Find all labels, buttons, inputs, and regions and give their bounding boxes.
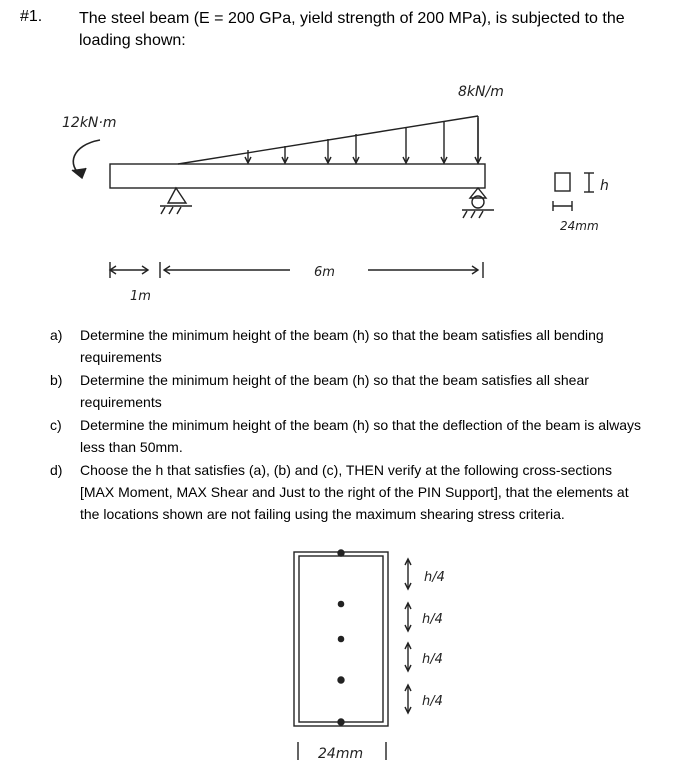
question-letter: d) [50,462,63,478]
question-a [50,324,650,368]
question-d [50,459,650,525]
element-point-3 [338,677,344,683]
section-h-label: h [600,178,609,194]
spacing-label: h/4 [422,694,443,709]
question-text: Determine the minimum height of the beam (h) so that the beam satisfies all shear requirements [80,372,589,410]
question-letter: b) [50,372,63,388]
problem-number: #1. [20,8,43,25]
left-span-label: 1m [130,289,151,304]
beam [110,164,485,188]
dimension-lines [110,262,483,278]
load-label: 8kN/m [458,84,504,100]
question-text: Choose the h that satisfies (a), (b) and (c), THEN verify at the following cross-sections [MAX Moment, MAX Shear and Just to the right of the PIN Support], that the elements at the locations shown are not failing using the maximum shearing stress criteria. [80,462,629,522]
main-span-label: 6m [314,265,335,280]
question-list [50,324,650,526]
element-point-2 [338,636,343,641]
beam-diagram [0,0,673,320]
spacing-label: h/4 [424,570,445,585]
pin-support [160,188,192,214]
roller-support [462,188,494,218]
question-letter: c) [50,417,62,433]
element-point-1 [338,601,343,606]
question-text: Determine the minimum height of the beam (h) so that the deflection of the beam is always less than 50mm. [80,417,642,455]
spacing-arrows [405,559,411,713]
question-b [50,369,650,413]
section-width-label: 24mm [560,219,599,233]
problem-statement: The steel beam (E = 200 GPa, yield strength of 200 MPa), is subjected to the loading shown: [79,10,625,49]
load-arrows [245,118,481,163]
spacing-label: h/4 [422,612,443,627]
spacing-label: h/4 [422,652,443,667]
question-c [50,414,650,458]
element-point-top [338,550,344,556]
element-width-label: 24mm [318,746,364,762]
moment-label: 12kN·m [62,115,117,131]
element-diagram [0,544,673,774]
question-text: Determine the minimum height of the beam (h) so that the beam satisfies all bending requirements [80,327,604,365]
question-letter: a) [50,327,63,343]
element-point-bottom [338,719,344,725]
cross-section [553,173,594,211]
